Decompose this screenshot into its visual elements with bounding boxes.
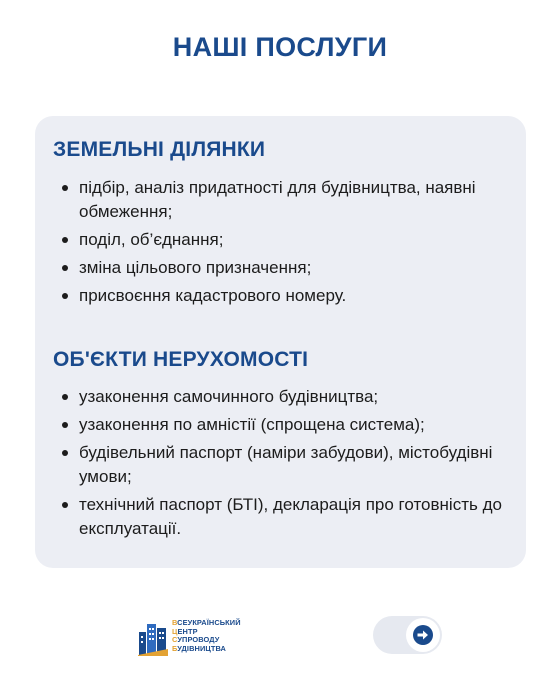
logo-initial: Ц xyxy=(172,626,178,636)
building-logo-icon xyxy=(138,618,168,656)
section-heading-land: ЗЕМЕЛЬНІ ДІЛЯНКИ xyxy=(53,138,266,161)
list-item-text: поділ, об’єднання; xyxy=(79,230,224,249)
bullet-icon xyxy=(62,450,68,456)
list-item xyxy=(60,385,515,409)
list-item-text: підбір, аналіз придатності для будівництва, наявні обмеження; xyxy=(79,178,476,221)
bullet-icon xyxy=(62,237,68,243)
bullet-icon xyxy=(62,422,68,428)
list-item xyxy=(60,441,515,489)
logo-initial: В xyxy=(172,618,178,627)
logo-line-rest: ЕНТР xyxy=(177,626,198,636)
logo-wordmark xyxy=(172,619,241,653)
list-item xyxy=(60,284,515,308)
list-item-text: технічний паспорт (БТІ), декларація про готовність до експлуатації. xyxy=(79,495,502,538)
logo-line-rest: УПРОВОДУ xyxy=(177,635,220,645)
list-item-text: присвоєння кадастрового номеру. xyxy=(79,286,347,305)
logo-line-rest: СЕУКРАЇНСЬКИЙ xyxy=(177,618,241,627)
list-item-text: будівельний паспорт (наміри забудови), містобудівні умови; xyxy=(79,443,493,486)
bullet-icon xyxy=(62,293,68,299)
next-button-circle[interactable] xyxy=(406,618,440,652)
page-title: НАШІ ПОСЛУГИ xyxy=(172,32,388,62)
logo-initial: Б xyxy=(172,643,178,653)
logo-initial: С xyxy=(172,635,178,645)
arrow-right-icon xyxy=(412,624,434,646)
list-item xyxy=(60,228,515,252)
list-item-text: зміна цільового призначення; xyxy=(79,258,312,277)
bullet-icon xyxy=(62,502,68,508)
list-item xyxy=(60,256,515,280)
list-item-text: узаконення по амністії (спрощена система); xyxy=(79,415,425,434)
service-list-realty xyxy=(60,385,515,545)
list-item xyxy=(60,493,515,541)
section-heading-realty: ОБ'ЄКТИ НЕРУХОМОСТІ xyxy=(53,348,309,371)
logo-line-rest: УДІВНИЦТВА xyxy=(177,643,226,653)
next-slide-button[interactable] xyxy=(373,616,442,654)
company-logo xyxy=(138,616,248,658)
logo-line xyxy=(172,645,241,654)
list-item-text: узаконення самочинного будівництва; xyxy=(79,387,379,406)
list-item xyxy=(60,413,515,437)
bullet-icon xyxy=(62,265,68,271)
list-item xyxy=(60,176,515,224)
service-list-land xyxy=(60,176,515,312)
bullet-icon xyxy=(62,394,68,400)
bullet-icon xyxy=(62,185,68,191)
services-card xyxy=(35,116,526,568)
